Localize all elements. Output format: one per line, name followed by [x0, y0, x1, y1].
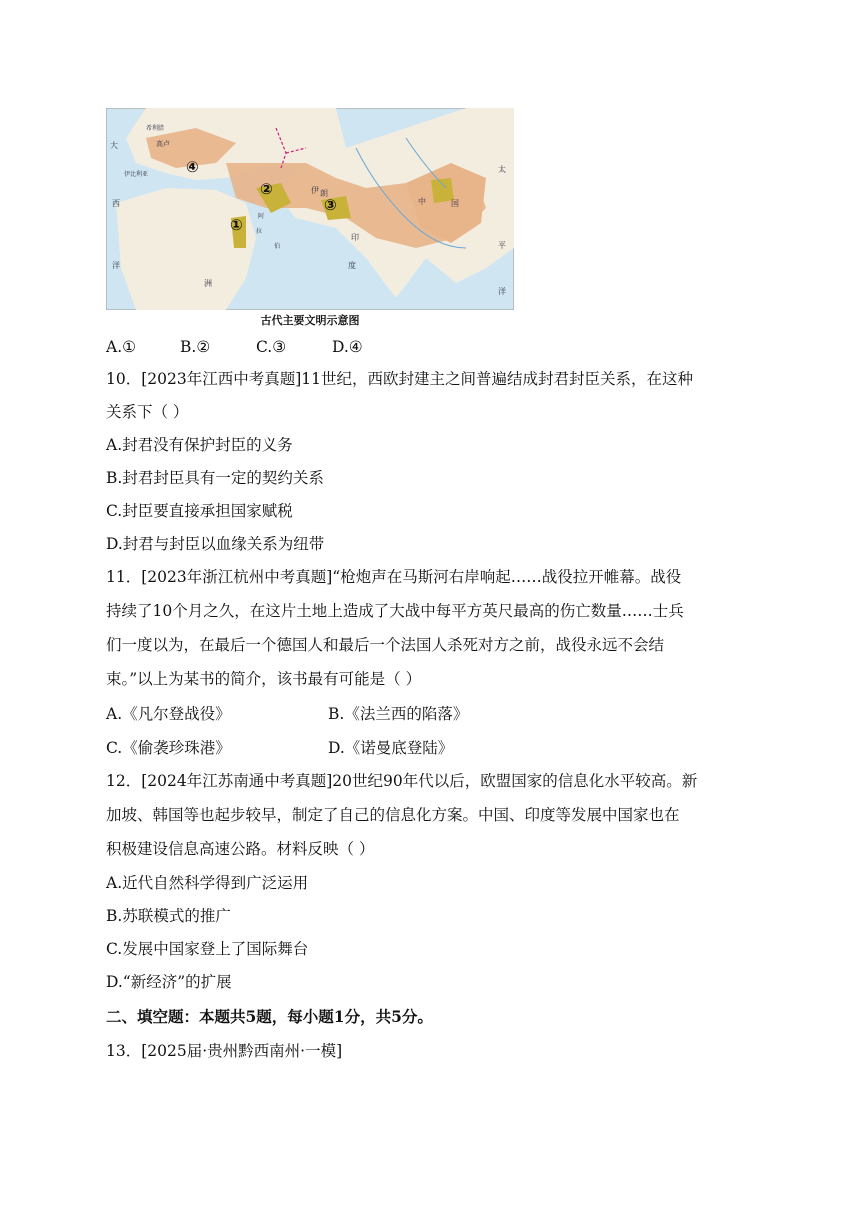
- q11-stem-line: 们一度以为，在最后一个德国人和最后一个法国人杀死对方之前，战役永远不会结: [106, 636, 665, 654]
- map-label: 太: [498, 165, 506, 174]
- map-label: 伊比利亚: [124, 171, 149, 178]
- map-label: 国: [451, 199, 459, 208]
- q9-options: [106, 336, 363, 358]
- q11-option-d: D.《诺曼底登陆》: [328, 739, 454, 757]
- map-label: 伊: [311, 186, 319, 195]
- section-heading: 二、填空题：本题共5题，每小题1分，共5分。: [106, 1007, 433, 1026]
- q10-option-d: D.封君与封臣以血缘关系为纽带: [106, 535, 325, 553]
- q11-stem-line: 束。”以上为某书的简介，该书最有可能是（ ）: [106, 670, 422, 688]
- map-label: 高卢: [156, 140, 170, 148]
- map-marker-3: ③: [324, 196, 337, 214]
- q12-stem-line: 积极建设信息高速公路。材料反映（ ）: [106, 840, 375, 858]
- q9-option-d: D.④: [332, 338, 363, 356]
- q12-option-c: C.发展中国家登上了国际舞台: [106, 940, 309, 958]
- map-label: 中: [418, 197, 426, 206]
- q10-option-b: B.封君封臣具有一定的契约关系: [106, 469, 324, 487]
- q9-option-a: A.①: [106, 338, 137, 356]
- q11-stem-line: 持续了10个月之久，在这片土地上造成了大战中每平方英尺最高的伤亡数量……士兵: [106, 602, 684, 620]
- q11-stem-line: 11．[2023年浙江杭州中考真题]“枪炮声在马斯河右岸响起……战役拉开帷幕。战役: [106, 568, 682, 586]
- q10-stem-line: 10．[2023年江西中考真题]11世纪，西欧封建主之间普遍结成封君封臣关系，在这种: [106, 370, 693, 388]
- map-label: 洋: [112, 261, 120, 270]
- map-label: 希利腊: [146, 125, 165, 132]
- map-africa: [116, 188, 256, 310]
- map-marker-2: ②: [260, 180, 273, 198]
- q10-stem-line: 关系下（ ）: [106, 403, 189, 421]
- q11-option-a: A.《凡尔登战役》: [106, 705, 231, 723]
- map-label: 度: [348, 261, 356, 270]
- q12-option-a: A.近代自然科学得到广泛运用: [106, 874, 309, 892]
- map-label: 平: [498, 241, 506, 250]
- q10-option-c: C.封臣要直接承担国家赋税: [106, 502, 293, 520]
- map-label: 大: [110, 141, 118, 150]
- q13-stem: 13．[2025届·贵州黔西南州·一模]: [106, 1042, 343, 1060]
- q11-options-row-1: [106, 703, 468, 725]
- map-label: 西: [112, 199, 120, 208]
- q12-stem-line: 加坡、韩国等也起步较早，制定了自己的信息化方案。中国、印度等发展中国家也在: [106, 806, 680, 824]
- q12-option-d: D.“新经济”的扩展: [106, 973, 232, 991]
- q12-option-b: B.苏联模式的推广: [106, 907, 231, 925]
- map-label: 阿: [258, 213, 265, 220]
- map-label: 伯: [274, 243, 281, 250]
- q9-option-b: B.②: [180, 338, 211, 356]
- map-label: 拉: [256, 228, 263, 235]
- map-marker-1: ①: [230, 216, 243, 234]
- map-label: 朗: [320, 189, 328, 198]
- q10-option-a: A.封君没有保护封臣的义务: [106, 436, 293, 454]
- q11-option-b: B.《法兰西的陷落》: [328, 705, 469, 723]
- map-svg: [106, 108, 514, 310]
- q9-option-c: C.③: [256, 338, 287, 356]
- civilization-map: [106, 108, 514, 310]
- q12-stem-line: 12．[2024年江苏南通中考真题]20世纪90年代以后，欧盟国家的信息化水平较高。新: [106, 772, 698, 790]
- q11-option-c: C.《偷袭珍珠港》: [106, 739, 231, 757]
- map-label: 洲: [204, 279, 212, 288]
- map-caption: 古代主要文明示意图: [260, 314, 360, 327]
- map-label: 洋: [498, 287, 506, 296]
- map-label: 印: [351, 233, 359, 242]
- q11-options-row-2: [106, 737, 453, 759]
- map-marker-4: ④: [186, 158, 199, 176]
